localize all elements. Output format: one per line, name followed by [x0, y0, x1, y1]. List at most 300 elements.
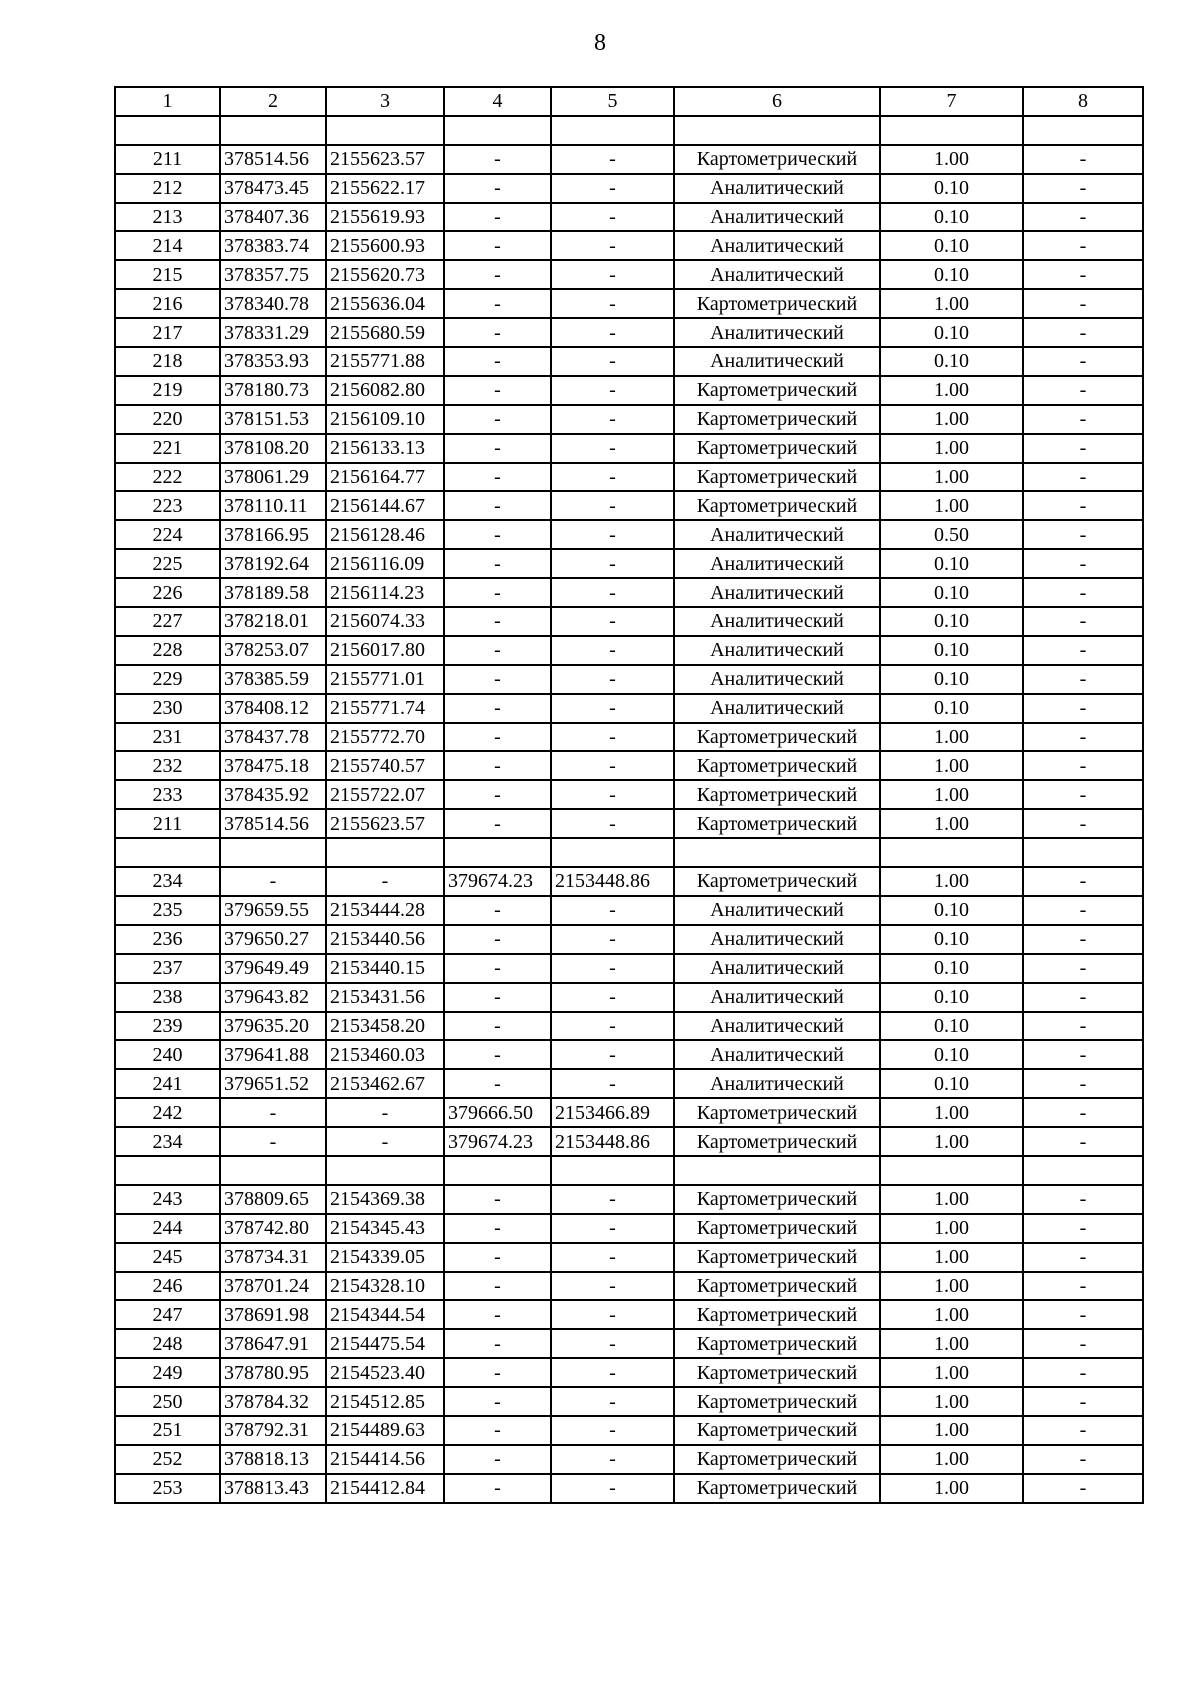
table-cell: -: [551, 1040, 674, 1069]
table-cell: 0.10: [880, 578, 1023, 607]
table-row: [115, 318, 1143, 347]
table-cell: 2153444.28: [326, 896, 444, 925]
table-row: [115, 116, 1143, 145]
table-cell: -: [551, 1300, 674, 1329]
table-cell: -: [1023, 1098, 1143, 1127]
table-row: [115, 145, 1143, 174]
table-cell: Картометрический: [674, 867, 880, 896]
column-header: 1: [115, 87, 220, 116]
table-cell: 2155619.93: [326, 203, 444, 232]
table-row: [115, 289, 1143, 318]
table-cell: 0.10: [880, 549, 1023, 578]
table-cell: 1.00: [880, 1329, 1023, 1358]
table-cell: -: [444, 491, 551, 520]
table-cell: -: [551, 983, 674, 1012]
table-cell: 216: [115, 289, 220, 318]
table-cell: 378061.29: [220, 463, 326, 492]
table-cell: -: [444, 520, 551, 549]
table-cell: 378792.31: [220, 1416, 326, 1445]
table-cell: 1.00: [880, 809, 1023, 838]
table-cell: 241: [115, 1069, 220, 1098]
table-cell: Аналитический: [674, 1012, 880, 1041]
table-cell: 378408.12: [220, 694, 326, 723]
table-cell: -: [444, 203, 551, 232]
table-row: [115, 1445, 1143, 1474]
table-row: [115, 1214, 1143, 1243]
table-row: [115, 751, 1143, 780]
table-cell: 2156082.80: [326, 376, 444, 405]
table-cell: 379635.20: [220, 1012, 326, 1041]
table-cell: -: [444, 925, 551, 954]
table-cell: Картометрический: [674, 405, 880, 434]
table-cell: 234: [115, 867, 220, 896]
table-cell: 214: [115, 231, 220, 260]
table-cell: -: [551, 607, 674, 636]
table-cell: Аналитический: [674, 347, 880, 376]
table-cell: -: [326, 1127, 444, 1156]
table-row: [115, 1012, 1143, 1041]
table-cell: 378514.56: [220, 145, 326, 174]
table-row: [115, 983, 1143, 1012]
table-cell: 1.00: [880, 289, 1023, 318]
table-cell: 378475.18: [220, 751, 326, 780]
table-row: [115, 1098, 1143, 1127]
table-row: [115, 1185, 1143, 1214]
column-header: 8: [1023, 87, 1143, 116]
table-cell: -: [1023, 491, 1143, 520]
table-cell: [880, 838, 1023, 867]
table-cell: 379649.49: [220, 954, 326, 983]
table-cell: 378437.78: [220, 723, 326, 752]
table-row: [115, 1416, 1143, 1445]
table-cell: Картометрический: [674, 289, 880, 318]
table-cell: 2153448.86: [551, 867, 674, 896]
table-cell: [326, 116, 444, 145]
table-cell: -: [444, 1040, 551, 1069]
table-cell: -: [326, 867, 444, 896]
table-cell: -: [551, 954, 674, 983]
table-cell: 231: [115, 723, 220, 752]
table-row: [115, 405, 1143, 434]
table-cell: 378383.74: [220, 231, 326, 260]
table-cell: 2154344.54: [326, 1300, 444, 1329]
table-cell: -: [444, 1329, 551, 1358]
table-cell: -: [551, 751, 674, 780]
table-cell: 378331.29: [220, 318, 326, 347]
column-header: 6: [674, 87, 880, 116]
header-row: [115, 87, 1143, 116]
table-cell: -: [1023, 578, 1143, 607]
table-cell: 253: [115, 1474, 220, 1503]
table-cell: 0.10: [880, 983, 1023, 1012]
table-cell: 378742.80: [220, 1214, 326, 1243]
table-cell: Картометрический: [674, 1185, 880, 1214]
table-cell: -: [1023, 549, 1143, 578]
page-number: 8: [594, 30, 606, 56]
table-cell: -: [444, 751, 551, 780]
table-cell: 1.00: [880, 1387, 1023, 1416]
table-body: [115, 87, 1143, 1503]
table-cell: -: [1023, 983, 1143, 1012]
table-cell: -: [444, 231, 551, 260]
table-cell: 2156116.09: [326, 549, 444, 578]
table-cell: -: [1023, 405, 1143, 434]
table-cell: -: [1023, 954, 1143, 983]
table-cell: [220, 116, 326, 145]
table-cell: 0.50: [880, 520, 1023, 549]
table-cell: 237: [115, 954, 220, 983]
table-cell: [115, 1156, 220, 1185]
table-cell: [674, 1156, 880, 1185]
table-row: [115, 1329, 1143, 1358]
table-cell: Картометрический: [674, 1416, 880, 1445]
table-cell: -: [551, 491, 674, 520]
table-cell: 2153440.15: [326, 954, 444, 983]
table-row: [115, 636, 1143, 665]
table-cell: 378166.95: [220, 520, 326, 549]
table-cell: 2156128.46: [326, 520, 444, 549]
table-cell: 378435.92: [220, 780, 326, 809]
table-cell: 2154523.40: [326, 1358, 444, 1387]
table-cell: 0.10: [880, 896, 1023, 925]
table-cell: 252: [115, 1445, 220, 1474]
table-cell: -: [1023, 260, 1143, 289]
table-cell: -: [444, 1445, 551, 1474]
column-header: 7: [880, 87, 1023, 116]
table-cell: -: [1023, 463, 1143, 492]
table-cell: Аналитический: [674, 954, 880, 983]
table-cell: 0.10: [880, 954, 1023, 983]
table-cell: -: [551, 1185, 674, 1214]
table-cell: -: [444, 1474, 551, 1503]
table-cell: 224: [115, 520, 220, 549]
table-cell: 240: [115, 1040, 220, 1069]
table-cell: Аналитический: [674, 260, 880, 289]
table-cell: 211: [115, 809, 220, 838]
table-cell: 2154345.43: [326, 1214, 444, 1243]
table-cell: Аналитический: [674, 925, 880, 954]
table-cell: 378784.32: [220, 1387, 326, 1416]
table-cell: Аналитический: [674, 231, 880, 260]
table-cell: -: [551, 376, 674, 405]
table-cell: 2155620.73: [326, 260, 444, 289]
table-cell: 2153458.20: [326, 1012, 444, 1041]
table-cell: -: [326, 1098, 444, 1127]
table-cell: 1.00: [880, 1300, 1023, 1329]
table-cell: 378514.56: [220, 809, 326, 838]
table-cell: Картометрический: [674, 1098, 880, 1127]
table-cell: 378353.93: [220, 347, 326, 376]
table-cell: 226: [115, 578, 220, 607]
table-cell: [880, 1156, 1023, 1185]
table-cell: -: [444, 145, 551, 174]
table-cell: 1.00: [880, 1098, 1023, 1127]
table-cell: -: [551, 174, 674, 203]
table-row: [115, 231, 1143, 260]
table-cell: -: [551, 1272, 674, 1301]
table-cell: 1.00: [880, 867, 1023, 896]
table-cell: Картометрический: [674, 1300, 880, 1329]
table-cell: 378253.07: [220, 636, 326, 665]
table-cell: 225: [115, 549, 220, 578]
table-cell: -: [1023, 174, 1143, 203]
table-cell: 378110.11: [220, 491, 326, 520]
table-cell: 223: [115, 491, 220, 520]
table-cell: 378189.58: [220, 578, 326, 607]
table-cell: -: [551, 145, 674, 174]
table-cell: 235: [115, 896, 220, 925]
table-row: [115, 260, 1143, 289]
table-cell: -: [1023, 376, 1143, 405]
table-cell: 2154475.54: [326, 1329, 444, 1358]
table-cell: -: [1023, 1272, 1143, 1301]
table-cell: Аналитический: [674, 318, 880, 347]
table-cell: 2155740.57: [326, 751, 444, 780]
table-cell: -: [444, 1243, 551, 1272]
table-row: [115, 174, 1143, 203]
table-cell: 0.10: [880, 231, 1023, 260]
table-cell: -: [444, 607, 551, 636]
table-cell: 0.10: [880, 347, 1023, 376]
table-cell: Аналитический: [674, 1069, 880, 1098]
table-cell: -: [1023, 723, 1143, 752]
table-cell: 219: [115, 376, 220, 405]
table-cell: 242: [115, 1098, 220, 1127]
table-row: [115, 896, 1143, 925]
table-cell: 1.00: [880, 405, 1023, 434]
table-row: [115, 954, 1143, 983]
table-cell: Аналитический: [674, 896, 880, 925]
table-cell: 0.10: [880, 665, 1023, 694]
table-cell: Аналитический: [674, 578, 880, 607]
table-cell: -: [551, 463, 674, 492]
table-cell: 2156144.67: [326, 491, 444, 520]
table-cell: 379641.88: [220, 1040, 326, 1069]
table-cell: -: [1023, 231, 1143, 260]
table-cell: -: [444, 463, 551, 492]
table-cell: 379651.52: [220, 1069, 326, 1098]
table-cell: -: [551, 347, 674, 376]
table-cell: 236: [115, 925, 220, 954]
table-cell: -: [551, 1069, 674, 1098]
table-cell: -: [444, 809, 551, 838]
table-cell: 1.00: [880, 1474, 1023, 1503]
table-cell: 378809.65: [220, 1185, 326, 1214]
table-cell: 233: [115, 780, 220, 809]
table-cell: 2153440.56: [326, 925, 444, 954]
table-cell: 222: [115, 463, 220, 492]
table-cell: -: [1023, 145, 1143, 174]
table-row: [115, 925, 1143, 954]
table-cell: 378218.01: [220, 607, 326, 636]
table-cell: -: [1023, 1243, 1143, 1272]
table-cell: -: [1023, 1040, 1143, 1069]
table-cell: 1.00: [880, 1358, 1023, 1387]
table-cell: Аналитический: [674, 203, 880, 232]
table-cell: 379643.82: [220, 983, 326, 1012]
table-cell: Картометрический: [674, 434, 880, 463]
table-cell: -: [444, 318, 551, 347]
table-cell: -: [551, 318, 674, 347]
table-row: [115, 1300, 1143, 1329]
table-cell: 1.00: [880, 1272, 1023, 1301]
table-cell: -: [220, 1098, 326, 1127]
table-cell: 0.10: [880, 318, 1023, 347]
table-cell: -: [551, 578, 674, 607]
table-cell: 228: [115, 636, 220, 665]
table-cell: [115, 116, 220, 145]
table-cell: 2155680.59: [326, 318, 444, 347]
table-cell: Аналитический: [674, 520, 880, 549]
table-cell: [1023, 838, 1143, 867]
table-row: [115, 1069, 1143, 1098]
table-cell: 0.10: [880, 260, 1023, 289]
table-cell: -: [444, 1012, 551, 1041]
table-row: [115, 838, 1143, 867]
table-cell: 1.00: [880, 491, 1023, 520]
table-cell: -: [1023, 809, 1143, 838]
table-cell: 2154412.84: [326, 1474, 444, 1503]
table-cell: 2156109.10: [326, 405, 444, 434]
column-header: 4: [444, 87, 551, 116]
table-row: [115, 1358, 1143, 1387]
table-cell: -: [220, 867, 326, 896]
table-cell: 0.10: [880, 1069, 1023, 1098]
table-cell: 2156114.23: [326, 578, 444, 607]
table-cell: -: [1023, 1127, 1143, 1156]
table-cell: 378407.36: [220, 203, 326, 232]
table-cell: 378734.31: [220, 1243, 326, 1272]
table-row: [115, 665, 1143, 694]
table-cell: 0.10: [880, 203, 1023, 232]
table-cell: 0.10: [880, 607, 1023, 636]
table-cell: -: [551, 1387, 674, 1416]
table-cell: 230: [115, 694, 220, 723]
table-cell: 378647.91: [220, 1329, 326, 1358]
table-cell: -: [444, 1300, 551, 1329]
table-cell: 239: [115, 1012, 220, 1041]
table-cell: 378473.45: [220, 174, 326, 203]
table-cell: -: [551, 925, 674, 954]
table-cell: [880, 116, 1023, 145]
table-cell: Аналитический: [674, 549, 880, 578]
table-row: [115, 578, 1143, 607]
table-cell: -: [444, 1069, 551, 1098]
table-cell: Картометрический: [674, 723, 880, 752]
table-cell: 0.10: [880, 1040, 1023, 1069]
table-cell: 2155623.57: [326, 809, 444, 838]
table-cell: -: [444, 1387, 551, 1416]
table-cell: Картометрический: [674, 145, 880, 174]
table-cell: 2154369.38: [326, 1185, 444, 1214]
table-cell: 2154512.85: [326, 1387, 444, 1416]
table-row: [115, 434, 1143, 463]
table-cell: Аналитический: [674, 174, 880, 203]
table-cell: 378357.75: [220, 260, 326, 289]
table-cell: 378385.59: [220, 665, 326, 694]
table-cell: -: [551, 1329, 674, 1358]
table-cell: -: [1023, 1387, 1143, 1416]
column-header: 3: [326, 87, 444, 116]
table-cell: 2154339.05: [326, 1243, 444, 1272]
table-cell: Картометрический: [674, 1329, 880, 1358]
table-cell: -: [1023, 867, 1143, 896]
table-cell: [674, 116, 880, 145]
table-cell: [1023, 1156, 1143, 1185]
table-cell: 245: [115, 1243, 220, 1272]
table-cell: 2153466.89: [551, 1098, 674, 1127]
table-cell: 379650.27: [220, 925, 326, 954]
table-cell: -: [1023, 1474, 1143, 1503]
table-cell: 378691.98: [220, 1300, 326, 1329]
table-cell: -: [1023, 780, 1143, 809]
table-cell: 378108.20: [220, 434, 326, 463]
table-cell: [1023, 116, 1143, 145]
table-cell: -: [1023, 1185, 1143, 1214]
table-cell: -: [444, 578, 551, 607]
table-cell: 378780.95: [220, 1358, 326, 1387]
table-cell: 0.10: [880, 1012, 1023, 1041]
table-cell: 1.00: [880, 1445, 1023, 1474]
table-cell: 232: [115, 751, 220, 780]
table-cell: [551, 116, 674, 145]
table-cell: -: [1023, 520, 1143, 549]
table-cell: -: [1023, 318, 1143, 347]
table-cell: -: [444, 636, 551, 665]
table-row: [115, 1272, 1143, 1301]
table-row: [115, 1474, 1143, 1503]
table-cell: 243: [115, 1185, 220, 1214]
table-cell: 234: [115, 1127, 220, 1156]
table-cell: 2155771.88: [326, 347, 444, 376]
table-cell: -: [444, 1185, 551, 1214]
table-cell: 2153462.67: [326, 1069, 444, 1098]
table-cell: -: [444, 174, 551, 203]
table-cell: 213: [115, 203, 220, 232]
table-cell: 2155722.07: [326, 780, 444, 809]
table-row: [115, 491, 1143, 520]
table-cell: 2156164.77: [326, 463, 444, 492]
table-cell: 250: [115, 1387, 220, 1416]
table-cell: 1.00: [880, 780, 1023, 809]
table-row: [115, 607, 1143, 636]
table-cell: Аналитический: [674, 636, 880, 665]
table-cell: 248: [115, 1329, 220, 1358]
table-cell: 379674.23: [444, 867, 551, 896]
table-cell: 378192.64: [220, 549, 326, 578]
table-cell: 379659.55: [220, 896, 326, 925]
table-cell: 1.00: [880, 376, 1023, 405]
table-cell: -: [220, 1127, 326, 1156]
table-row: [115, 1127, 1143, 1156]
table-cell: -: [444, 780, 551, 809]
table-cell: 0.10: [880, 925, 1023, 954]
table-cell: Картометрический: [674, 809, 880, 838]
table-cell: [444, 1156, 551, 1185]
table-cell: Аналитический: [674, 983, 880, 1012]
table-cell: 378813.43: [220, 1474, 326, 1503]
table-cell: -: [551, 896, 674, 925]
table-cell: 2156017.80: [326, 636, 444, 665]
table-cell: 379674.23: [444, 1127, 551, 1156]
table-cell: -: [1023, 289, 1143, 318]
table-cell: -: [1023, 694, 1143, 723]
table-cell: -: [551, 723, 674, 752]
table-row: [115, 694, 1143, 723]
table-row: [115, 463, 1143, 492]
table-cell: [220, 1156, 326, 1185]
table-cell: -: [551, 665, 674, 694]
